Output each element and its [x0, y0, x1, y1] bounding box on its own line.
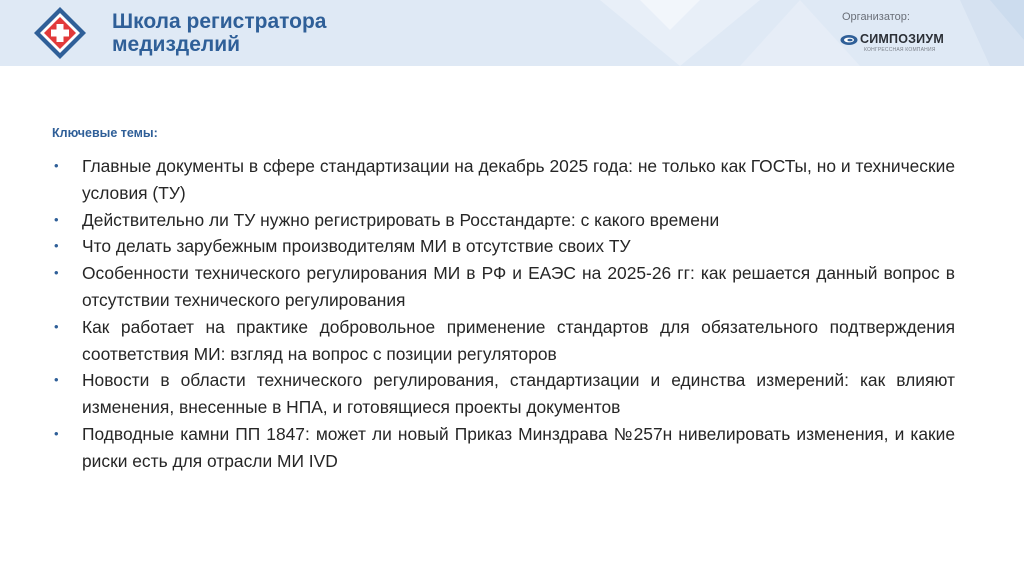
medical-cross-diamond-icon	[32, 5, 88, 61]
sponsor-name: СИМПОЗИУМ	[860, 32, 944, 46]
list-item	[52, 314, 955, 368]
section-heading: Ключевые темы:	[52, 126, 158, 140]
topic-text: Действительно ли ТУ нужно регистрировать в Росстандарте: с какого времени	[82, 209, 720, 230]
topic-text: Подводные камни ПП 1847: может ли новый Приказ Минздрава №257н нивелировать изменения, и какие риски есть для отрасли МИ IVD	[82, 423, 955, 471]
topic-text: Новости в области технического регулирования, стандартизации и единства измерений: как влияют изменения, внесенные в НПА, и готовящиеся проекты документов	[82, 370, 955, 418]
organizer-label: Организатор:	[842, 11, 910, 23]
bullet-icon: •	[54, 425, 59, 441]
symposium-mark-icon	[840, 34, 858, 46]
topic-text: Главные документы в сфере стандартизации на декабрь 2025 года: не только как ГОСТы, но и технические условия (ТУ)	[82, 156, 955, 203]
list-item	[52, 207, 955, 234]
bullet-icon: •	[54, 265, 59, 281]
list-item	[52, 260, 955, 314]
sponsor-subtitle: КОНГРЕССНАЯ КОМПАНИЯ	[864, 47, 936, 53]
bullet-icon: •	[54, 318, 59, 334]
bullet-icon: •	[54, 372, 59, 388]
header-banner	[0, 0, 1024, 66]
bullet-icon: •	[54, 211, 59, 227]
topic-text: Как работает на практике добровольное применение стандартов для обязательного подтверждения соответствия МИ: взгляд на вопрос с позиции регуляторов	[82, 316, 955, 364]
topic-text: Особенности технического регулирования МИ в РФ и ЕАЭС на 2025-26 гг: как решается данный вопрос в отсутствии технического регулирования	[82, 263, 955, 310]
topic-text: Что делать зарубежным производителям МИ в отсутствие своих ТУ	[82, 236, 631, 257]
list-item	[52, 233, 955, 260]
list-item	[52, 421, 955, 475]
school-title	[112, 10, 326, 56]
bullet-icon: •	[54, 158, 59, 173]
topics-list	[52, 153, 955, 475]
bullet-icon: •	[54, 238, 59, 254]
school-title-line2: медизделий	[112, 33, 241, 56]
list-item	[52, 367, 955, 421]
school-title-line1: Школа регистратора	[112, 10, 327, 33]
list-item	[52, 153, 955, 207]
sponsor-logo	[840, 32, 970, 58]
